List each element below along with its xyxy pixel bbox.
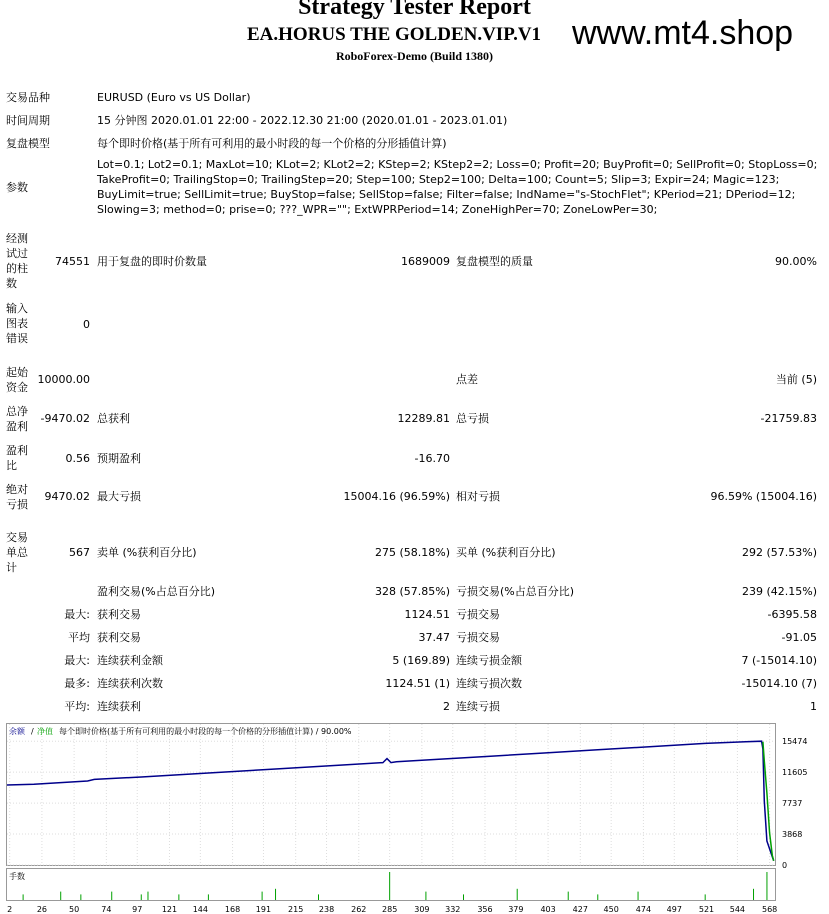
average-label: 平均 — [68, 631, 90, 644]
most-loss-label: 连续亏损次数 — [456, 677, 522, 690]
absdd-label: 绝对亏损 — [6, 483, 28, 511]
most-win-value: 1124.51 (1) — [385, 677, 450, 690]
params-line: Slowing=3; method=0; prise=0; ???_WPR=""; ExtWPRPeriod=14; ZoneHighPer=70; ZoneLowPer=30; — [97, 203, 658, 216]
deposit-label: 起始资金 — [6, 366, 28, 394]
total-value: 567 — [69, 546, 90, 559]
pf-label: 盈利比 — [6, 444, 28, 472]
y-tick-labels — [782, 737, 807, 870]
ea-name: EA.HORUS THE GOLDEN.VIP.V1 — [247, 24, 542, 45]
x-tick-label: 285 — [382, 905, 398, 914]
volume-plot-frame — [7, 869, 776, 901]
report-title: Strategy Tester Report — [298, 0, 531, 20]
y-tick-label: 3868 — [782, 830, 803, 840]
maxcons-win-label: 连续获利金额 — [97, 654, 163, 667]
x-tick-label: 332 — [445, 905, 461, 914]
losstrades-label: 亏损交易(%占总百分比) — [456, 585, 575, 598]
period-label: 时间周期 — [6, 114, 50, 127]
chart-caption: 每个即时价格(基于所有可利用的最小时段的每一个价格的分形插值计算) / 90.00% — [59, 727, 352, 736]
average-loss-value: -91.05 — [781, 631, 817, 644]
y-tick-label: 0 — [782, 861, 788, 870]
bars-value: 74551 — [55, 255, 90, 268]
symbol-label: 交易品种 — [6, 91, 50, 104]
x-tick-label: 427 — [572, 905, 588, 914]
reldd-label: 相对亏损 — [456, 490, 500, 503]
x-tick-label: 168 — [224, 905, 241, 914]
x-tick-label: 26 — [36, 905, 48, 914]
x-tick-label: 121 — [161, 905, 178, 914]
maxdd-value: 15004.16 (96.59%) — [343, 490, 450, 503]
grossprofit-value: 12289.81 — [397, 412, 450, 425]
spread-value: 当前 (5) — [775, 373, 817, 386]
avgcons-win-label: 连续获利 — [97, 700, 141, 713]
deposit-value: 10000.00 — [37, 373, 90, 386]
model-label: 复盘模型 — [6, 137, 50, 150]
main-plot-frame — [7, 724, 776, 866]
legend-balance: 余额 — [9, 727, 25, 736]
x-tick-label: 403 — [540, 905, 556, 914]
mismatch-label: 输入图表错误 — [6, 302, 28, 345]
largest-profit-value: 1124.51 — [404, 608, 450, 621]
losstrades-value: 239 (42.15%) — [741, 585, 817, 598]
maxcons-label: 最大: — [64, 654, 90, 667]
grossprofit-label: 总获利 — [97, 412, 130, 425]
x-tick-label: 544 — [729, 905, 746, 914]
avgcons-win-value: 2 — [443, 700, 450, 713]
profittrades-value: 328 (57.85%) — [374, 585, 450, 598]
quality-label: 复盘模型的质量 — [456, 255, 533, 268]
avgcons-label: 平均: — [64, 700, 90, 713]
reldd-value: 96.59% (15004.16) — [710, 490, 817, 503]
x-tick-label: 2 — [7, 905, 13, 914]
avgcons-loss-label: 连续亏损 — [456, 700, 500, 713]
most-loss-value: -15014.10 (7) — [741, 677, 817, 690]
pf-value: 0.56 — [65, 452, 90, 465]
x-tick-label: 356 — [477, 905, 493, 914]
legend-equity: 净值 — [37, 727, 53, 736]
x-tick-label: 497 — [666, 905, 682, 914]
largest-loss-value: -6395.58 — [767, 608, 817, 621]
total-label: 交易单总计 — [6, 531, 28, 574]
x-tick-label: 97 — [132, 905, 143, 914]
params-line: TakeProfit=0; TrailingStop=0; TrailingStep=20; Step=100; Step2=100; Delta=100; Count=5; Slip=3; Expir=24; Magic=123; — [97, 173, 780, 186]
most-win-label: 连续获利次数 — [97, 677, 163, 690]
short-value: 275 (58.18%) — [374, 546, 450, 559]
symbol-value: EURUSD (Euro vs US Dollar) — [97, 91, 251, 104]
ticks-label: 用于复盘的即时价数量 — [97, 255, 207, 268]
params-line: Lot=0.1; Lot2=0.1; MaxLot=10; KLot=2; KLot2=2; KStep=2; KStep2=2; Loss=0; Profit=20; BuyProfit=0; SellProfit=0; StopLoss=0; — [97, 158, 818, 171]
grossloss-value: -21759.83 — [760, 412, 817, 425]
average-profit-value: 37.47 — [418, 631, 450, 644]
long-value: 292 (57.53%) — [741, 546, 817, 559]
x-tick-labels — [7, 905, 777, 914]
params-value — [97, 157, 817, 217]
netprofit-value: -9470.02 — [40, 412, 90, 425]
short-label: 卖单 (%获利百分比) — [97, 546, 197, 559]
expected-label: 预期盈利 — [97, 452, 141, 465]
y-tick-label: 11605 — [782, 768, 808, 778]
maxcons-loss-label: 连续亏损金额 — [456, 654, 522, 667]
x-tick-label: 191 — [255, 905, 272, 914]
server-build: RoboForex-Demo (Build 1380) — [335, 49, 494, 63]
maxcons-win-value: 5 (169.89) — [392, 654, 450, 667]
x-tick-label: 379 — [508, 905, 524, 914]
x-tick-label: 521 — [698, 905, 715, 914]
legend-separator: / — [31, 727, 34, 736]
maxdd-label: 最大亏损 — [97, 490, 141, 503]
x-tick-label: 50 — [69, 905, 80, 914]
profittrades-label: 盈利交易(%占总百分比) — [97, 585, 216, 598]
params-line: BuyLimit=true; SellLimit=true; BuyStop=false; SellStop=false; Filter=false; IndName="s-StochFlet"; KPeriod=21; DPeriod=12; — [97, 188, 796, 201]
x-tick-label: 450 — [603, 905, 619, 914]
largest-profit-label: 获利交易 — [97, 608, 141, 621]
x-tick-label: 238 — [318, 905, 335, 914]
y-tick-label: 15474 — [782, 737, 808, 747]
watermark: www.mt4.shop — [572, 14, 794, 52]
x-tick-label: 568 — [761, 905, 778, 914]
volume-label: 手数 — [9, 872, 25, 881]
bars-label: 经测试过的柱数 — [6, 232, 28, 290]
balance-chart — [6, 723, 823, 914]
x-tick-label: 215 — [288, 905, 304, 914]
spread-label: 点差 — [456, 373, 478, 386]
x-tick-label: 144 — [192, 905, 208, 914]
ticks-value: 1689009 — [401, 255, 450, 268]
absdd-value: 9470.02 — [44, 490, 90, 503]
avgcons-loss-value: 1 — [810, 700, 817, 713]
model-value: 每个即时价格(基于所有可利用的最小时段的每一个价格的分形插值计算) — [97, 137, 447, 150]
expected-value: -16.70 — [414, 452, 450, 465]
x-tick-label: 309 — [414, 905, 430, 914]
netprofit-label: 总净盈利 — [6, 405, 28, 433]
average-loss-label: 亏损交易 — [456, 631, 500, 644]
largest-loss-label: 亏损交易 — [456, 608, 500, 621]
maxcons-loss-value: 7 (-15014.10) — [741, 654, 817, 667]
x-tick-label: 262 — [351, 905, 367, 914]
quality-value: 90.00% — [775, 255, 817, 268]
average-profit-label: 获利交易 — [97, 631, 141, 644]
x-tick-label: 474 — [635, 905, 652, 914]
mismatch-value: 0 — [83, 318, 90, 331]
largest-label: 最大: — [64, 608, 90, 621]
x-tick-label: 74 — [101, 905, 112, 914]
period-value: 15 分钟图 2020.01.01 22:00 - 2022.12.30 21:00 (2020.01.01 - 2023.01.01) — [97, 114, 508, 127]
long-label: 买单 (%获利百分比) — [456, 546, 556, 559]
params-label: 参数 — [6, 181, 28, 194]
y-tick-label: 7737 — [782, 799, 803, 809]
grossloss-label: 总亏损 — [456, 412, 489, 425]
most-label: 最多: — [64, 677, 90, 690]
